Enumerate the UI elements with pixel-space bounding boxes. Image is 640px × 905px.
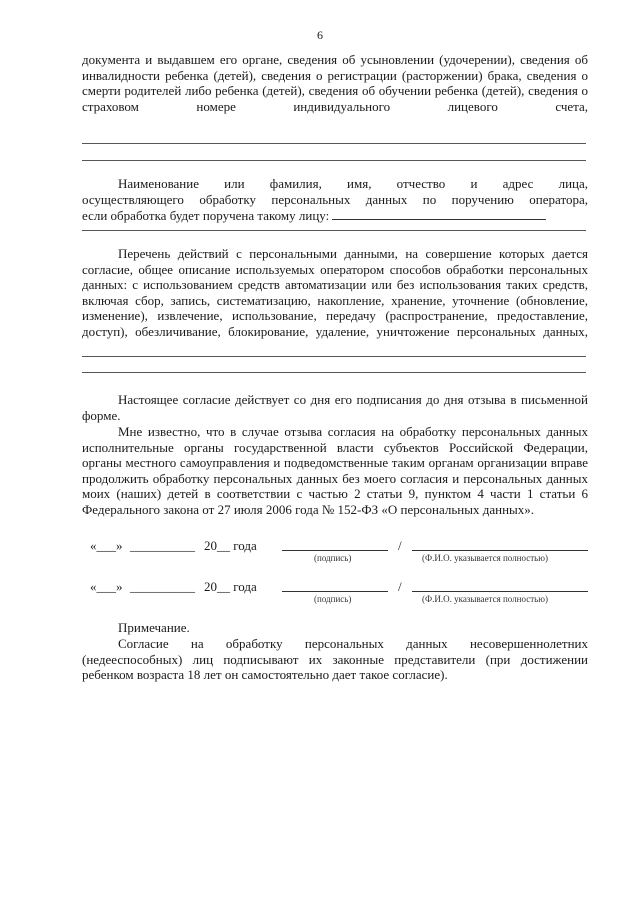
paragraph-actions: Перечень действий с персональными данными, на совершение которых дается согласие, общее описание используемых оператором способов обработки персональных данных: с использованием средств автоматизации или без использования таких средств, включая сбор, запись, систематизацию, накопление, хранение, уточнение (обновление, изменение), извлечение, использование, передачу (распространение, предоставление, доступ), обезличивание, блокирование, удаление, уничтожение персональных данных, — [82, 246, 588, 339]
name-caption: (Ф.И.О. указывается полностью) — [422, 594, 548, 604]
fill-line — [82, 356, 586, 357]
paragraph-revocation: Мне известно, что в случае отзыва согласия на обработку персональных данных исполнительные органы государственной власти субъектов Российской Федерации, органы местного самоуправления и подведомственные таким органам организации вправе продолжить обработку персональных данных без моего согласия и персональных данных моих (наших) детей в соответствии с частью 2 статьи 9, пунктом 4 части 1 статьи 6 Федерального закона от 27 июля 2006 года № 152-ФЗ «О персональных данных». — [82, 424, 588, 517]
paragraph-validity: Настоящее согласие действует со дня его подписания до дня отзыва в письменной форме. — [82, 392, 588, 423]
paragraph-processor-line2: осуществляющего обработку персональных данных по поручению оператора, — [82, 192, 588, 207]
date-year: 20__ года — [204, 538, 257, 553]
name-caption: (Ф.И.О. указывается полностью) — [422, 553, 548, 563]
signature-line — [282, 591, 388, 592]
fill-line — [82, 372, 586, 373]
page-number: 6 — [317, 28, 323, 42]
fill-line — [82, 160, 586, 161]
note-text: Согласие на обработку персональных данных несовершеннолетних (недееспособных) лиц подписывают их законные представители (при достижении ребенком возраста 18 лет он самостоятельно дает такое согласие). — [82, 636, 588, 683]
paragraph-personal-data-list: документа и выдавшем его органе, сведения об усыновлении (удочерении), сведения об инвалидности ребенка (детей), сведения о регистрации (расторжении) брака, сведения о смерти родителей либо ребенка (детей), сведения об обучении ребенка (детей), сведения о страховом номере индивидуального лицевого счета, — [82, 52, 588, 114]
processor-fill-line — [332, 208, 546, 220]
date-day: «___» — [90, 538, 123, 553]
name-line — [412, 550, 588, 551]
signature-slash: / — [398, 579, 402, 594]
date-day: «___» — [90, 579, 123, 594]
signature-row — [82, 538, 588, 563]
paragraph-processor-line1: Наименование или фамилия, имя, отчество и адрес лица, — [118, 176, 588, 191]
signature-slash: / — [398, 538, 402, 553]
fill-line — [82, 143, 586, 144]
signature-line — [282, 550, 388, 551]
name-line — [412, 591, 588, 592]
paragraph-processor-line3 — [82, 208, 588, 224]
fill-line — [82, 230, 586, 231]
signature-caption: (подпись) — [314, 553, 352, 563]
signature-caption: (подпись) — [314, 594, 352, 604]
note-title: Примечание. — [118, 620, 190, 635]
date-month: __________ — [130, 538, 195, 553]
date-year: 20__ года — [204, 579, 257, 594]
processor-label: если обработка будет поручена такому лицу: — [82, 208, 330, 223]
date-month: __________ — [130, 579, 195, 594]
signature-row — [82, 579, 588, 604]
